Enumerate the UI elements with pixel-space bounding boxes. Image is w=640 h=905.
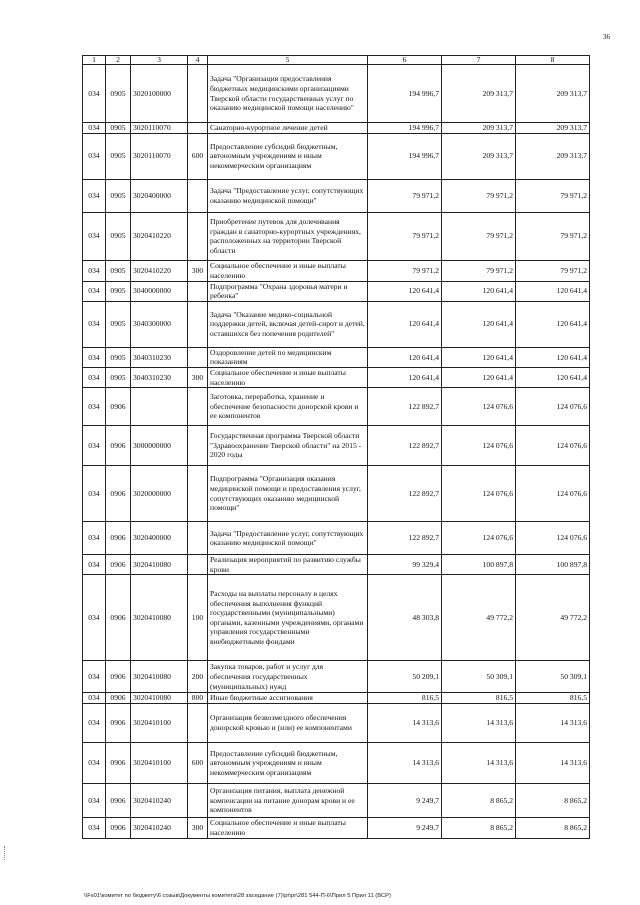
code-cell: 034	[83, 817, 106, 838]
expense-type-cell: 200	[188, 661, 208, 693]
expense-type-cell: 600	[188, 742, 208, 783]
amount-col8-cell: 100 897,8	[516, 555, 590, 575]
item-name-cell: Санаторно-курортное лечение детей	[208, 123, 368, 134]
amount-col8-cell: 120 641,4	[516, 347, 590, 367]
amount-col8-cell: 79 971,2	[516, 212, 590, 260]
code-cell: 034	[83, 347, 106, 367]
table-row	[83, 693, 590, 704]
footer-file-path: \\Fs01\комитет по бюджету\6 созыв\Документы комитета\28 заседание (7)\pr\pr\281 544-П-6\Прил 5 Прил 11 (ВСР)	[84, 893, 391, 899]
target-article-cell: 3020400000	[131, 179, 188, 212]
code-cell: 034	[83, 260, 106, 281]
code-cell: 034	[83, 123, 106, 134]
amount-col6-cell: 122 892,7	[368, 426, 442, 466]
amount-col6-cell: 194 996,7	[368, 133, 442, 179]
code-cell: 034	[83, 65, 106, 123]
code-cell: 034	[83, 212, 106, 260]
amount-col8-cell: 209 313,7	[516, 123, 590, 134]
section-cell: 0906	[106, 575, 131, 661]
code-cell: 034	[83, 301, 106, 347]
amount-col8-cell: 124 076,6	[516, 426, 590, 466]
target-article-cell: 3020100000	[131, 65, 188, 123]
code-cell: 034	[83, 703, 106, 742]
amount-col7-cell: 124 076,6	[442, 522, 516, 555]
table-row	[83, 388, 590, 426]
code-cell: 034	[83, 388, 106, 426]
table-row	[83, 179, 590, 212]
expense-type-cell	[188, 783, 208, 817]
section-cell: 0905	[106, 123, 131, 134]
amount-col7-cell: 120 641,4	[442, 347, 516, 367]
amount-col7-cell: 124 076,6	[442, 466, 516, 522]
target-article-cell: 3040300000	[131, 301, 188, 347]
expense-type-cell	[188, 703, 208, 742]
target-article-cell: 3020400000	[131, 522, 188, 555]
amount-col8-cell: 209 313,7	[516, 65, 590, 123]
amount-col6-cell: 14 313,6	[368, 703, 442, 742]
item-name-cell: Расходы на выплаты персоналу в целях обеспечения выполнения функций государственными (муниципальными) органами, казенными учреждениями, органами управления государственными внебюджетными фондами	[208, 575, 368, 661]
section-cell: 0905	[106, 281, 131, 301]
section-cell: 0906	[106, 426, 131, 466]
target-article-cell	[131, 388, 188, 426]
amount-col7-cell: 14 313,6	[442, 703, 516, 742]
table-row	[83, 65, 590, 123]
amount-col7-cell: 79 971,2	[442, 260, 516, 281]
amount-col7-cell: 120 641,4	[442, 367, 516, 387]
code-cell: 034	[83, 522, 106, 555]
item-name-cell: Социальное обеспечение и иные выплаты населению	[208, 260, 368, 281]
table-row	[83, 123, 590, 134]
target-article-cell: 3040000000	[131, 281, 188, 301]
amount-col7-cell: 124 076,6	[442, 426, 516, 466]
table-row	[83, 661, 590, 693]
target-article-cell: 3020110070	[131, 123, 188, 134]
header-cell: 4	[188, 56, 208, 65]
amount-col7-cell: 79 971,2	[442, 212, 516, 260]
amount-col8-cell: 8 865,2	[516, 783, 590, 817]
item-name-cell: Социальное обеспечение и иные выплаты населению	[208, 817, 368, 838]
amount-col6-cell: 120 641,4	[368, 347, 442, 367]
expense-type-cell: 100	[188, 575, 208, 661]
amount-col7-cell: 124 076,6	[442, 388, 516, 426]
section-cell: 0906	[106, 817, 131, 838]
item-name-cell: Задача "Предоставление услуг, сопутствующих оказанию медицинской помощи"	[208, 179, 368, 212]
code-cell: 034	[83, 466, 106, 522]
item-name-cell: Подпрограмма "Охрана здоровья матери и ребенка"	[208, 281, 368, 301]
amount-col6-cell: 48 303,8	[368, 575, 442, 661]
header-cell: 2	[106, 56, 131, 65]
target-article-cell: 3040310230	[131, 367, 188, 387]
amount-col6-cell: 79 971,2	[368, 179, 442, 212]
expense-type-cell	[188, 347, 208, 367]
amount-col6-cell: 79 971,2	[368, 212, 442, 260]
amount-col6-cell: 9 249,7	[368, 817, 442, 838]
section-cell: 0906	[106, 466, 131, 522]
table-row	[83, 260, 590, 281]
code-cell: 034	[83, 426, 106, 466]
amount-col6-cell: 122 892,7	[368, 466, 442, 522]
amount-col6-cell: 194 996,7	[368, 65, 442, 123]
amount-col8-cell: 120 641,4	[516, 367, 590, 387]
expense-type-cell	[188, 426, 208, 466]
code-cell: 034	[83, 133, 106, 179]
code-cell: 034	[83, 783, 106, 817]
code-cell: 034	[83, 179, 106, 212]
amount-col7-cell: 8 865,2	[442, 817, 516, 838]
page-number: 36	[603, 33, 610, 41]
item-name-cell: Предоставление субсидий бюджетным, автономным учреждениям и иным некоммерческим организациям	[208, 742, 368, 783]
table-row	[83, 783, 590, 817]
expense-type-cell	[188, 555, 208, 575]
amount-col7-cell: 14 313,6	[442, 742, 516, 783]
amount-col8-cell: 124 076,6	[516, 466, 590, 522]
target-article-cell: 3020410220	[131, 260, 188, 281]
amount-col6-cell: 50 209,1	[368, 661, 442, 693]
code-cell: 034	[83, 367, 106, 387]
amount-col8-cell: 79 971,2	[516, 260, 590, 281]
target-article-cell: 3020410080	[131, 575, 188, 661]
code-cell: 034	[83, 742, 106, 783]
table-row	[83, 301, 590, 347]
target-article-cell: 3020410240	[131, 817, 188, 838]
expense-type-cell: 300	[188, 817, 208, 838]
table-body	[83, 65, 590, 839]
expense-type-cell	[188, 466, 208, 522]
amount-col6-cell: 99 329,4	[368, 555, 442, 575]
amount-col6-cell: 9 249,7	[368, 783, 442, 817]
table-row	[83, 426, 590, 466]
amount-col8-cell: 14 313,6	[516, 703, 590, 742]
amount-col8-cell: 79 971,2	[516, 179, 590, 212]
header-cell: 6	[368, 56, 442, 65]
code-cell: 034	[83, 555, 106, 575]
expense-type-cell	[188, 522, 208, 555]
amount-col7-cell: 50 309,1	[442, 661, 516, 693]
item-name-cell: Реализация мероприятий по развитию службы крови	[208, 555, 368, 575]
amount-col8-cell: 120 641,4	[516, 281, 590, 301]
header-cell: 7	[442, 56, 516, 65]
expense-type-cell	[188, 388, 208, 426]
amount-col6-cell: 122 892,7	[368, 388, 442, 426]
budget-table	[82, 55, 590, 839]
amount-col7-cell: 120 641,4	[442, 281, 516, 301]
amount-col8-cell: 50 309,1	[516, 661, 590, 693]
target-article-cell: 3020410080	[131, 661, 188, 693]
header-cell: 5	[208, 56, 368, 65]
target-article-cell: 3020410220	[131, 212, 188, 260]
section-cell: 0905	[106, 133, 131, 179]
table-row	[83, 522, 590, 555]
amount-col8-cell: 14 313,6	[516, 742, 590, 783]
expense-type-cell	[188, 212, 208, 260]
code-cell: 034	[83, 693, 106, 704]
amount-col6-cell: 120 641,4	[368, 367, 442, 387]
code-cell: 034	[83, 281, 106, 301]
amount-col6-cell: 14 313,6	[368, 742, 442, 783]
section-cell: 0906	[106, 693, 131, 704]
table-row	[83, 367, 590, 387]
amount-col7-cell: 8 865,2	[442, 783, 516, 817]
item-name-cell: Задача "Предоставление услуг, сопутствующих оказанию медицинской помощи"	[208, 522, 368, 555]
table-row	[83, 347, 590, 367]
section-cell: 0905	[106, 65, 131, 123]
table-row	[83, 703, 590, 742]
amount-col6-cell: 816,5	[368, 693, 442, 704]
code-cell: 034	[83, 575, 106, 661]
expense-type-cell: 300	[188, 367, 208, 387]
section-cell: 0906	[106, 742, 131, 783]
amount-col6-cell: 120 641,4	[368, 301, 442, 347]
amount-col8-cell: 120 641,4	[516, 301, 590, 347]
table-row	[83, 555, 590, 575]
section-cell: 0905	[106, 367, 131, 387]
table-row	[83, 817, 590, 838]
section-cell: 0905	[106, 260, 131, 281]
item-name-cell: Закупка товаров, работ и услуг для обеспечения государственных (муниципальных) нужд	[208, 661, 368, 693]
amount-col7-cell: 209 313,7	[442, 123, 516, 134]
section-cell: 0906	[106, 703, 131, 742]
header-cell: 8	[516, 56, 590, 65]
target-article-cell: 3020410100	[131, 742, 188, 783]
header-cell: 3	[131, 56, 188, 65]
section-cell: 0906	[106, 555, 131, 575]
target-article-cell: 3020410240	[131, 783, 188, 817]
expense-type-cell: 300	[188, 260, 208, 281]
item-name-cell: Заготовка, переработка, хранение и обеспечение безопасности донорской крови и ее компонентов	[208, 388, 368, 426]
amount-col6-cell: 79 971,2	[368, 260, 442, 281]
amount-col7-cell: 209 313,7	[442, 65, 516, 123]
expense-type-cell: 800	[188, 693, 208, 704]
amount-col6-cell: 120 641,4	[368, 281, 442, 301]
amount-col8-cell: 124 076,6	[516, 522, 590, 555]
expense-type-cell: 600	[188, 133, 208, 179]
target-article-cell: 3020000000	[131, 466, 188, 522]
section-cell: 0906	[106, 388, 131, 426]
amount-col8-cell: 8 865,2	[516, 817, 590, 838]
target-article-cell: 3020110070	[131, 133, 188, 179]
amount-col7-cell: 100 897,8	[442, 555, 516, 575]
amount-col7-cell: 49 772,2	[442, 575, 516, 661]
item-name-cell: Иные бюджетные ассигнования	[208, 693, 368, 704]
item-name-cell: Оздоровление детей по медицинским показаниям	[208, 347, 368, 367]
code-cell: 034	[83, 661, 106, 693]
item-name-cell: Задача "Оказание медико-социальной поддержки детей, включая детей-сирот и детей, оставшихся без попечения родителей"	[208, 301, 368, 347]
expense-type-cell	[188, 179, 208, 212]
table-row	[83, 281, 590, 301]
section-cell: 0906	[106, 783, 131, 817]
amount-col8-cell: 49 772,2	[516, 575, 590, 661]
amount-col7-cell: 120 641,4	[442, 301, 516, 347]
item-name-cell: Организация питания, выплата денежной компенсации на питание донорам крови и ее компонентов	[208, 783, 368, 817]
table-row	[83, 133, 590, 179]
amount-col8-cell: 816,5	[516, 693, 590, 704]
table-header-row	[83, 56, 590, 65]
item-name-cell: Предоставление субсидий бюджетным, автономным учреждениям и иным некоммерческим организациям	[208, 133, 368, 179]
table-row	[83, 212, 590, 260]
section-cell: 0905	[106, 347, 131, 367]
amount-col7-cell: 79 971,2	[442, 179, 516, 212]
amount-col7-cell: 816,5	[442, 693, 516, 704]
amount-col8-cell: 124 076,6	[516, 388, 590, 426]
section-cell: 0905	[106, 179, 131, 212]
target-article-cell: 3020410100	[131, 703, 188, 742]
section-cell: 0906	[106, 661, 131, 693]
amount-col6-cell: 194 996,7	[368, 123, 442, 134]
expense-type-cell	[188, 301, 208, 347]
target-article-cell: 3020410080	[131, 693, 188, 704]
target-article-cell: 3020410080	[131, 555, 188, 575]
item-name-cell: Подпрограмма "Организация оказания медицинской помощи и предоставления услуг, сопутствующих оказанию медицинской помощи"	[208, 466, 368, 522]
target-article-cell: 3040310230	[131, 347, 188, 367]
table-row	[83, 575, 590, 661]
scan-artifact	[4, 846, 7, 860]
expense-type-cell	[188, 65, 208, 123]
amount-col8-cell: 209 313,7	[516, 133, 590, 179]
item-name-cell: Социальное обеспечение и иные выплаты населению	[208, 367, 368, 387]
expense-type-cell	[188, 123, 208, 134]
target-article-cell: 3000000000	[131, 426, 188, 466]
item-name-cell: Приобретение путевок для долечивания граждан в санаторно-курортных учреждениях, расположенных на территории Тверской области	[208, 212, 368, 260]
item-name-cell: Организация безвозмездного обеспечения донорской кровью и (или) ее компонентами	[208, 703, 368, 742]
amount-col7-cell: 209 313,7	[442, 133, 516, 179]
item-name-cell: Государственная программа Тверской области "Здравоохранение Тверской области" на 2015 - 2020 годы	[208, 426, 368, 466]
table-row	[83, 742, 590, 783]
section-cell: 0906	[106, 522, 131, 555]
section-cell: 0905	[106, 212, 131, 260]
item-name-cell: Задача "Организация предоставления бюджетных медицинскими организациями Тверской области государственных услуг по оказанию медицинской помощи населению"	[208, 65, 368, 123]
amount-col6-cell: 122 892,7	[368, 522, 442, 555]
table-row	[83, 466, 590, 522]
section-cell: 0905	[106, 301, 131, 347]
expense-type-cell	[188, 281, 208, 301]
header-cell: 1	[83, 56, 106, 65]
